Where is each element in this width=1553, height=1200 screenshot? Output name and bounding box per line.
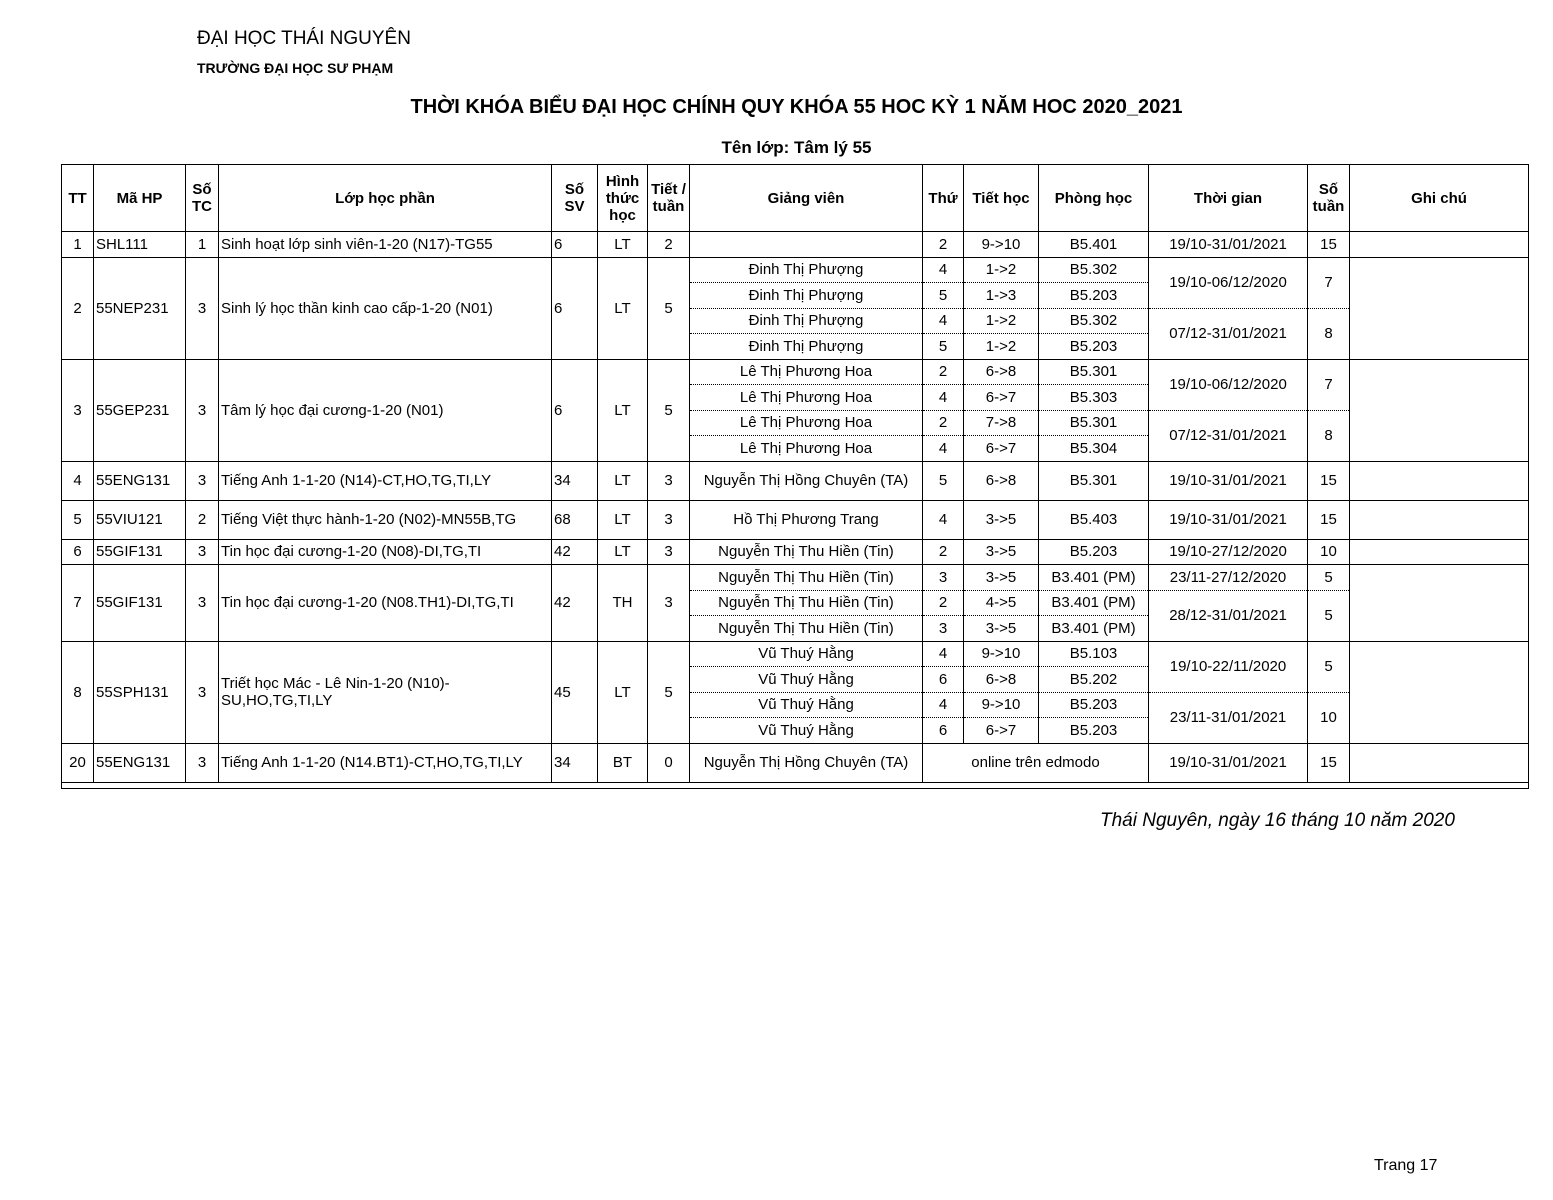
- cell-so-sv: 45: [552, 641, 598, 743]
- cell-ma-hp: 55GIF131: [94, 539, 186, 565]
- cell-so-tuan: 5: [1308, 641, 1350, 692]
- cell-phong-hoc: B5.203: [1039, 283, 1149, 309]
- cell-so-tuan: 15: [1308, 743, 1350, 782]
- cell-thu: 5: [923, 334, 964, 360]
- class-name: Tên lớp: Tâm lý 55: [721, 138, 872, 157]
- cell-tiet-tuan: 3: [648, 565, 690, 642]
- cell-phong-hoc: B5.301: [1039, 410, 1149, 436]
- table-row: [62, 359, 1529, 385]
- cell-thoi-gian: 07/12-31/01/2021: [1149, 410, 1308, 461]
- cell-so-tuan: 7: [1308, 257, 1350, 308]
- cell-thu: 3: [923, 616, 964, 642]
- cell-so-tuan: 10: [1308, 692, 1350, 743]
- cell-tiet-hoc: 6->7: [964, 718, 1039, 744]
- cell-so-tuan: 10: [1308, 539, 1350, 565]
- cell-thoi-gian: 28/12-31/01/2021: [1149, 590, 1308, 641]
- cell-ma-hp: 55ENG131: [94, 461, 186, 500]
- cell-tiet-hoc: 6->8: [964, 461, 1039, 500]
- cell-so-tc: 3: [186, 539, 219, 565]
- cell-giang-vien: Vũ Thuý Hằng: [690, 692, 923, 718]
- cell-giang-vien: Lê Thị Phương Hoa: [690, 410, 923, 436]
- cell-ma-hp: SHL111: [94, 232, 186, 258]
- cell-giang-vien: Vũ Thuý Hằng: [690, 718, 923, 744]
- school-name: TRƯỜNG ĐẠI HỌC SƯ PHẠM: [197, 60, 394, 76]
- cell-tt: 7: [62, 565, 94, 642]
- cell-so-tuan: 15: [1308, 461, 1350, 500]
- header-phong-hoc: Phòng học: [1039, 165, 1149, 232]
- cell-so-tc: 3: [186, 565, 219, 642]
- cell-hinh-thuc-hoc: LT: [598, 500, 648, 539]
- cell-thoi-gian: 19/10-31/01/2021: [1149, 232, 1308, 258]
- cell-tiet-tuan: 3: [648, 500, 690, 539]
- cell-tiet-hoc: 9->10: [964, 692, 1039, 718]
- cell-giang-vien: Đinh Thị Phượng: [690, 308, 923, 334]
- table-row: [62, 232, 1529, 258]
- table-row: [62, 641, 1529, 667]
- cell-hinh-thuc-hoc: LT: [598, 641, 648, 743]
- cell-so-tc: 3: [186, 743, 219, 782]
- cell-thu: 5: [923, 461, 964, 500]
- cell-tiet-hoc: 3->5: [964, 539, 1039, 565]
- cell-thoi-gian: 19/10-31/01/2021: [1149, 743, 1308, 782]
- cell-tiet-hoc: 1->3: [964, 283, 1039, 309]
- table-end-row: [62, 782, 1529, 788]
- cell-lop-hoc-phan: Tâm lý học đại cương-1-20 (N01): [219, 359, 552, 461]
- cell-hinh-thuc-hoc: LT: [598, 461, 648, 500]
- cell-giang-vien: Nguyễn Thị Hồng Chuyên (TA): [690, 743, 923, 782]
- cell-so-sv: 6: [552, 232, 598, 258]
- cell-tiet-hoc: 1->2: [964, 308, 1039, 334]
- cell-thoi-gian: 19/10-06/12/2020: [1149, 257, 1308, 308]
- cell-hinh-thuc-hoc: LT: [598, 257, 648, 359]
- cell-thu: 2: [923, 539, 964, 565]
- table-row: [62, 565, 1529, 591]
- cell-tt: 5: [62, 500, 94, 539]
- cell-thu: 3: [923, 565, 964, 591]
- cell-phong-hoc: B5.203: [1039, 539, 1149, 565]
- page-number: Trang 17: [1374, 1157, 1438, 1174]
- cell-thu: 4: [923, 436, 964, 462]
- cell-so-sv: 6: [552, 359, 598, 461]
- cell-giang-vien: Nguyễn Thị Thu Hiền (Tin): [690, 539, 923, 565]
- cell-so-tuan: 7: [1308, 359, 1350, 410]
- cell-thu: 6: [923, 718, 964, 744]
- cell-so-tc: 3: [186, 641, 219, 743]
- table-row: [62, 461, 1529, 500]
- cell-so-tuan: 5: [1308, 590, 1350, 641]
- cell-phong-hoc: B5.301: [1039, 359, 1149, 385]
- cell-so-tuan: 8: [1308, 308, 1350, 359]
- header-tiet-tuan: Tiết / tuần: [648, 165, 690, 232]
- cell-ghi-chu: [1350, 232, 1529, 258]
- timetable-body: [62, 232, 1529, 789]
- cell-tiet-hoc: 9->10: [964, 641, 1039, 667]
- cell-phong-hoc: B3.401 (PM): [1039, 590, 1149, 616]
- header-ma-hp: Mã HP: [94, 165, 186, 232]
- cell-phong-hoc: B5.304: [1039, 436, 1149, 462]
- cell-phong-hoc: B5.303: [1039, 385, 1149, 411]
- cell-ghi-chu: [1350, 500, 1529, 539]
- table-row: [62, 539, 1529, 565]
- cell-so-sv: 34: [552, 461, 598, 500]
- cell-tt: 1: [62, 232, 94, 258]
- cell-tiet-hoc: 9->10: [964, 232, 1039, 258]
- cell-ma-hp: 55VIU121: [94, 500, 186, 539]
- cell-tiet-hoc: 7->8: [964, 410, 1039, 436]
- timetable: [61, 164, 1528, 789]
- cell-lop-hoc-phan: Sinh lý học thần kinh cao cấp-1-20 (N01): [219, 257, 552, 359]
- cell-thu: 6: [923, 667, 964, 693]
- cell-giang-vien: [690, 232, 923, 258]
- table-row: [62, 257, 1529, 283]
- cell-online-note: online trên edmodo: [923, 743, 1149, 782]
- cell-tiet-tuan: 2: [648, 232, 690, 258]
- header-tiet-hoc: Tiết học: [964, 165, 1039, 232]
- cell-thu: 4: [923, 257, 964, 283]
- cell-giang-vien: Đinh Thị Phượng: [690, 283, 923, 309]
- cell-phong-hoc: B5.203: [1039, 718, 1149, 744]
- cell-thu: 4: [923, 641, 964, 667]
- table-header-row: [62, 165, 1529, 232]
- cell-giang-vien: Đinh Thị Phượng: [690, 334, 923, 360]
- header-so-tc: Số TC: [186, 165, 219, 232]
- cell-phong-hoc: B5.203: [1039, 334, 1149, 360]
- cell-thoi-gian: 19/10-31/01/2021: [1149, 461, 1308, 500]
- header-so-tuan: Số tuần: [1308, 165, 1350, 232]
- cell-lop-hoc-phan: Sinh hoạt lớp sinh viên-1-20 (N17)-TG55: [219, 232, 552, 258]
- header-tt: TT: [62, 165, 94, 232]
- cell-phong-hoc: B3.401 (PM): [1039, 565, 1149, 591]
- cell-thoi-gian: 07/12-31/01/2021: [1149, 308, 1308, 359]
- cell-tiet-hoc: 3->5: [964, 565, 1039, 591]
- cell-thu: 4: [923, 500, 964, 539]
- cell-so-sv: 34: [552, 743, 598, 782]
- cell-ghi-chu: [1350, 257, 1529, 359]
- cell-so-tc: 3: [186, 257, 219, 359]
- cell-ghi-chu: [1350, 539, 1529, 565]
- cell-giang-vien: Lê Thị Phương Hoa: [690, 359, 923, 385]
- cell-so-tuan: 15: [1308, 500, 1350, 539]
- cell-ma-hp: 55ENG131: [94, 743, 186, 782]
- cell-hinh-thuc-hoc: LT: [598, 359, 648, 461]
- cell-hinh-thuc-hoc: BT: [598, 743, 648, 782]
- cell-phong-hoc: B5.103: [1039, 641, 1149, 667]
- cell-phong-hoc: B5.301: [1039, 461, 1149, 500]
- cell-ma-hp: 55SPH131: [94, 641, 186, 743]
- cell-ghi-chu: [1350, 743, 1529, 782]
- cell-thu: 4: [923, 385, 964, 411]
- cell-thu: 5: [923, 283, 964, 309]
- cell-so-sv: 42: [552, 539, 598, 565]
- cell-hinh-thuc-hoc: TH: [598, 565, 648, 642]
- cell-lop-hoc-phan: Tiếng Anh 1-1-20 (N14)-CT,HO,TG,TI,LY: [219, 461, 552, 500]
- cell-so-tc: 1: [186, 232, 219, 258]
- cell-tiet-tuan: 0: [648, 743, 690, 782]
- cell-thoi-gian: 19/10-31/01/2021: [1149, 500, 1308, 539]
- cell-tiet-hoc: 6->8: [964, 667, 1039, 693]
- cell-so-sv: 42: [552, 565, 598, 642]
- cell-phong-hoc: B5.403: [1039, 500, 1149, 539]
- cell-tt: 6: [62, 539, 94, 565]
- cell-lop-hoc-phan: Tin học đại cương-1-20 (N08.TH1)-DI,TG,TI: [219, 565, 552, 642]
- cell-phong-hoc: B5.302: [1039, 257, 1149, 283]
- cell-tt: 2: [62, 257, 94, 359]
- cell-tt: 4: [62, 461, 94, 500]
- cell-phong-hoc: B5.401: [1039, 232, 1149, 258]
- table-row: [62, 743, 1529, 782]
- cell-phong-hoc: B5.302: [1039, 308, 1149, 334]
- cell-ghi-chu: [1350, 641, 1529, 743]
- header-hinh-thuc-hoc: Hình thức học: [598, 165, 648, 232]
- cell-hinh-thuc-hoc: LT: [598, 539, 648, 565]
- cell-ma-hp: 55GIF131: [94, 565, 186, 642]
- cell-thu: 2: [923, 410, 964, 436]
- cell-tiet-tuan: 5: [648, 641, 690, 743]
- page-title: THỜI KHÓA BIỂU ĐẠI HỌC CHÍNH QUY KHÓA 55 HOC KỲ 1 NĂM HOC 2020_2021: [410, 96, 1183, 118]
- cell-thoi-gian: 23/11-27/12/2020: [1149, 565, 1308, 591]
- cell-thoi-gian: 19/10-22/11/2020: [1149, 641, 1308, 692]
- cell-thoi-gian: 23/11-31/01/2021: [1149, 692, 1308, 743]
- header-giang-vien: Giảng viên: [690, 165, 923, 232]
- cell-tiet-hoc: 1->2: [964, 257, 1039, 283]
- cell-tiet-tuan: 3: [648, 539, 690, 565]
- cell-thu: 4: [923, 308, 964, 334]
- header-so-sv: Số SV: [552, 165, 598, 232]
- cell-tiet-hoc: 6->7: [964, 385, 1039, 411]
- cell-thu: 4: [923, 692, 964, 718]
- cell-ghi-chu: [1350, 359, 1529, 461]
- cell-so-tc: 3: [186, 359, 219, 461]
- cell-giang-vien: Nguyễn Thị Thu Hiền (Tin): [690, 616, 923, 642]
- cell-tt: 3: [62, 359, 94, 461]
- cell-so-tc: 3: [186, 461, 219, 500]
- cell-lop-hoc-phan: Tiếng Việt thực hành-1-20 (N02)-MN55B,TG: [219, 500, 552, 539]
- cell-thu: 2: [923, 359, 964, 385]
- cell-giang-vien: Vũ Thuý Hằng: [690, 641, 923, 667]
- cell-tiet-hoc: 6->8: [964, 359, 1039, 385]
- cell-thu: 2: [923, 590, 964, 616]
- cell-tiet-tuan: 5: [648, 359, 690, 461]
- signature-date-line: Thái Nguyên, ngày 16 tháng 10 năm 2020: [1100, 810, 1455, 831]
- cell-so-tuan: 15: [1308, 232, 1350, 258]
- header-thu: Thứ: [923, 165, 964, 232]
- university-name: ĐẠI HỌC THÁI NGUYÊN: [197, 28, 411, 49]
- cell-so-sv: 68: [552, 500, 598, 539]
- table-row: [62, 500, 1529, 539]
- cell-hinh-thuc-hoc: LT: [598, 232, 648, 258]
- cell-tiet-hoc: 1->2: [964, 334, 1039, 360]
- cell-ghi-chu: [1350, 565, 1529, 642]
- cell-tiet-hoc: 3->5: [964, 500, 1039, 539]
- cell-tt: 8: [62, 641, 94, 743]
- cell-lop-hoc-phan: Tiếng Anh 1-1-20 (N14.BT1)-CT,HO,TG,TI,LY: [219, 743, 552, 782]
- cell-giang-vien: Nguyễn Thị Hồng Chuyên (TA): [690, 461, 923, 500]
- cell-giang-vien: Nguyễn Thị Thu Hiền (Tin): [690, 565, 923, 591]
- cell-tiet-hoc: 4->5: [964, 590, 1039, 616]
- cell-tt: 20: [62, 743, 94, 782]
- cell-ma-hp: 55GEP231: [94, 359, 186, 461]
- cell-tiet-tuan: 5: [648, 257, 690, 359]
- cell-so-tuan: 8: [1308, 410, 1350, 461]
- header-lop-hoc-phan: Lớp học phần: [219, 165, 552, 232]
- cell-phong-hoc: B5.202: [1039, 667, 1149, 693]
- cell-so-sv: 6: [552, 257, 598, 359]
- cell-thu: 2: [923, 232, 964, 258]
- cell-tiet-hoc: 3->5: [964, 616, 1039, 642]
- cell-giang-vien: Hồ Thị Phương Trang: [690, 500, 923, 539]
- cell-so-tuan: 5: [1308, 565, 1350, 591]
- cell-giang-vien: Nguyễn Thị Thu Hiền (Tin): [690, 590, 923, 616]
- cell-thoi-gian: 19/10-06/12/2020: [1149, 359, 1308, 410]
- cell-giang-vien: Đinh Thị Phượng: [690, 257, 923, 283]
- cell-ghi-chu: [1350, 461, 1529, 500]
- cell-giang-vien: Vũ Thuý Hằng: [690, 667, 923, 693]
- cell-phong-hoc: B3.401 (PM): [1039, 616, 1149, 642]
- cell-ma-hp: 55NEP231: [94, 257, 186, 359]
- table-end-cell: [62, 782, 1529, 788]
- cell-tiet-tuan: 3: [648, 461, 690, 500]
- cell-tiet-hoc: 6->7: [964, 436, 1039, 462]
- header-ghi-chu: Ghi chú: [1350, 165, 1529, 232]
- cell-phong-hoc: B5.203: [1039, 692, 1149, 718]
- cell-so-tc: 2: [186, 500, 219, 539]
- header-thoi-gian: Thời gian: [1149, 165, 1308, 232]
- cell-giang-vien: Lê Thị Phương Hoa: [690, 385, 923, 411]
- cell-lop-hoc-phan: Triết học Mác - Lê Nin-1-20 (N10)-SU,HO,TG,TI,LY: [219, 641, 552, 743]
- cell-lop-hoc-phan: Tin học đại cương-1-20 (N08)-DI,TG,TI: [219, 539, 552, 565]
- cell-giang-vien: Lê Thị Phương Hoa: [690, 436, 923, 462]
- cell-thoi-gian: 19/10-27/12/2020: [1149, 539, 1308, 565]
